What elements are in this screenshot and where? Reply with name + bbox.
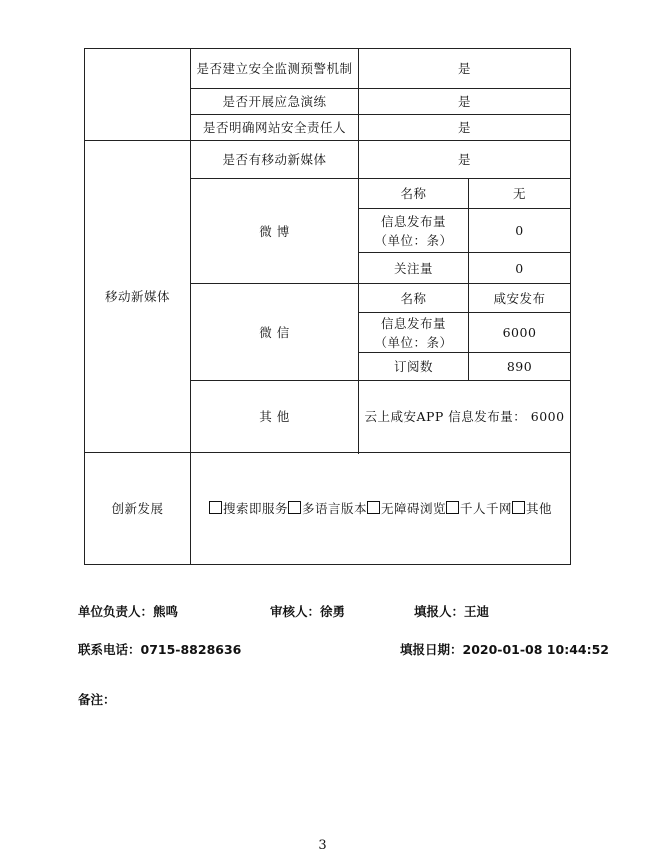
innovation-section: 创新发展 (85, 453, 191, 565)
page-number: 3 (318, 838, 327, 853)
filler: 填报人：王迪 (414, 604, 490, 619)
has-mobile-media-label: 是否有移动新媒体 (191, 141, 359, 179)
mobile-media-section: 移动新媒体 (85, 141, 191, 453)
weibo-posts-label-line1: 信息发布量 (380, 213, 446, 229)
monitoring-warning-value: 是 (359, 49, 571, 89)
wechat-posts-value: 6000 (469, 313, 571, 353)
weibo-posts-value: 0 (469, 209, 571, 253)
wechat-subs-label: 订阅数 (359, 353, 469, 381)
reviewer: 审核人：徐勇 (270, 604, 346, 619)
remarks-label: 备注： (78, 692, 116, 707)
wechat-subs-value: 890 (469, 353, 571, 381)
wechat-posts-label-line1: 信息发布量 (380, 315, 446, 331)
wechat-label: 微 信 (191, 284, 359, 381)
wechat-name-label: 名称 (359, 284, 469, 313)
other-media-value: 云上咸安APP 信息发布量： 6000 (359, 381, 571, 453)
checkbox-multilingual[interactable] (288, 501, 301, 514)
checkbox-accessibility[interactable] (367, 501, 380, 514)
innovation-options (191, 453, 571, 565)
emergency-drill-value: 是 (359, 89, 571, 115)
weibo-posts-label-line2: （单位：条） (374, 232, 453, 248)
other-media-label: 其 他 (191, 381, 359, 453)
wechat-name-value: 咸安发布 (469, 284, 571, 313)
weibo-name-label: 名称 (359, 179, 469, 209)
security-owner-label: 是否明确网站安全责任人 (191, 115, 359, 141)
weibo-posts-label (359, 209, 469, 253)
weibo-followers-label: 关注量 (359, 253, 469, 284)
checkbox-personalized[interactable] (446, 501, 459, 514)
report-table (84, 48, 571, 565)
fill-date: 填报日期：2020-01-08 10:44:52 (400, 642, 609, 657)
monitoring-warning-label: 是否建立安全监测预警机制 (191, 49, 359, 89)
weibo-label: 微 博 (191, 179, 359, 284)
unit-head: 单位负责人：熊鸣 (78, 604, 179, 619)
security-owner-value: 是 (359, 115, 571, 141)
blank-section-cell (85, 49, 191, 141)
option-personalized: 千人千网 (460, 501, 513, 516)
wechat-posts-label (359, 313, 469, 353)
checkbox-other[interactable] (512, 501, 525, 514)
option-multilingual: 多语言版本 (301, 501, 367, 516)
has-mobile-media-value: 是 (359, 141, 571, 179)
wechat-posts-label-line2: （单位：条） (374, 334, 453, 350)
emergency-drill-label: 是否开展应急演练 (191, 89, 359, 115)
option-accessibility: 无障碍浏览 (381, 501, 447, 516)
checkbox-search-service[interactable] (209, 501, 222, 514)
weibo-name-value: 无 (469, 179, 571, 209)
option-other: 其他 (526, 501, 553, 516)
option-search-service: 搜索即服务 (222, 501, 288, 516)
contact-phone: 联系电话：0715-8828636 (78, 642, 242, 657)
weibo-followers-value: 0 (469, 253, 571, 284)
